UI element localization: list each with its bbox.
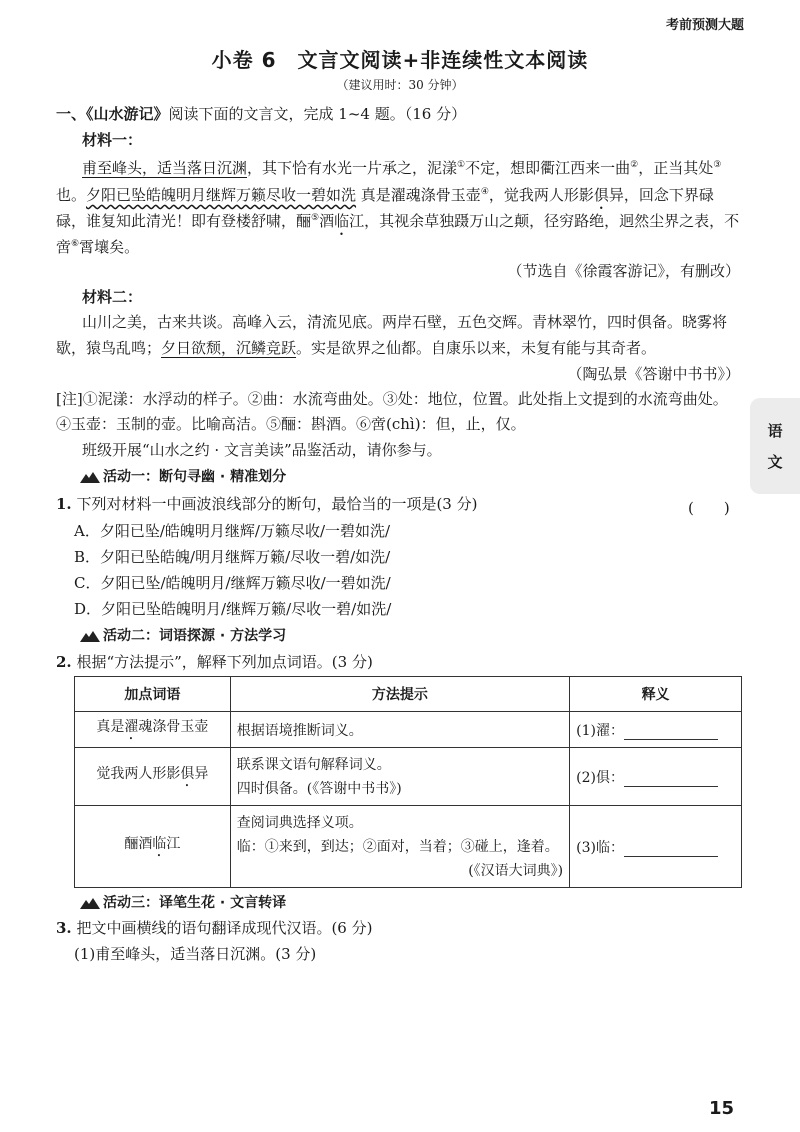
table-header: 方法提示 (230, 677, 569, 712)
material1-label: 材料一： (82, 131, 143, 149)
material1-line3: 碌，谁复知此清光！即有登楼舒啸，酾⑤酒临江，其视余草独蹑万山之颠，径穷路绝，迥然尘界之表，不 (56, 212, 740, 230)
answer-blank[interactable] (624, 725, 718, 740)
page-title: 小卷 6 文言文阅读+非连续性文本阅读 (211, 48, 589, 72)
side-tab-char: 语 (767, 422, 783, 440)
activity3-heading: 活动三：译笔生花 · 文言转译 (80, 893, 286, 913)
material2-line2: 歇，猿鸟乱鸣；夕日欲颓，沉鳞竞跃。实是欲界之仙都。自康乐以来，未复有能与其奇者。 (56, 339, 657, 357)
table-cell-word: 觉我两人形影俱异 (75, 748, 231, 806)
table-row (75, 806, 742, 888)
question-3-sub1: (1)甫至峰头，适当落日沉渊。(3 分) (74, 945, 317, 963)
table-cell-hint: 根据语境推断词义。 (230, 712, 569, 748)
material1-line1: 甫至峰头，适当落日沉渊，其下恰有水光一片承之，泥漾①不定，想即衢江西来一曲②，正当其处③ (82, 159, 722, 177)
material2-source: （陶弘景《答谢中书书》） (567, 365, 740, 383)
header-tag: 考前预测大题 (665, 18, 744, 33)
option-b[interactable]: B．夕阳已坠皓魄/明月继辉万籁/尽收一碧/如洗/ (74, 548, 391, 566)
question-1: 1. 下列对材料一中画波浪线部分的断句，最恰当的一项是(3 分) (56, 495, 478, 513)
option-c[interactable]: C．夕阳已坠/皓魄明月/继辉万籁尽收/一碧如洗/ (74, 574, 391, 592)
table-header: 释义 (570, 677, 742, 712)
table-header-row (75, 677, 742, 712)
intro-text: 班级开展“山水之约 · 文言美读”品鉴活动，请你参与。 (82, 441, 442, 459)
option-a[interactable]: A．夕阳已坠/皓魄明月继辉/万籁尽收/一碧如洗/ (74, 522, 391, 540)
material2-line1: 山川之美，古来共谈。高峰入云，清流见底。两岸石壁，五色交辉。青林翠竹，四时俱备。晓雾将 (82, 313, 728, 331)
table-row (75, 712, 742, 748)
answer-blank[interactable] (624, 842, 718, 857)
side-tab-char: 文 (767, 453, 783, 471)
option-d[interactable]: D．夕阳已坠皓魄明月/继辉万籁/尽收一碧/如洗/ (74, 600, 392, 618)
answer-blank[interactable] (624, 772, 718, 787)
table-cell-hint: 查阅词典选择义项。 临：①来到，到达；②面对，当着；③碰上，逢着。 (《汉语大词典》) (230, 806, 569, 888)
notes-line2: ④玉壶：玉制的壶。比喻高洁。⑤酾：斟酒。⑥啻(chì)：但，止，仅。 (56, 415, 526, 433)
subject-side-tab (750, 398, 800, 494)
material2-label: 材料二： (82, 288, 143, 306)
activity2-heading: 活动二：词语探源 · 方法学习 (80, 626, 286, 646)
table-cell-answer[interactable]: (3)临： (570, 806, 742, 888)
wavy-underlined-text: 夕阳已坠皓魄明月继辉万籁尽收一碧如洗 (86, 186, 357, 204)
table-cell-word: 酾酒临江 (75, 806, 231, 888)
material1-source: （节选自《徐霞客游记》，有删改） (507, 262, 740, 280)
table-cell-answer[interactable]: (2)俱： (570, 748, 742, 806)
material1-line2: 也。夕阳已坠皓魄明月继辉万籁尽收一碧如洗 真是濯魂涤骨玉壶④，觉我两人形影俱异，回念下界碌 (56, 186, 714, 204)
mountain-icon (80, 630, 100, 642)
question-2: 2. 根据“方法提示”，解释下列加点词语。(3 分) (56, 653, 373, 671)
time-hint: （建议用时：30 分钟） (336, 78, 464, 92)
table-header: 加点词语 (75, 677, 231, 712)
mountain-icon (80, 471, 100, 483)
mountain-icon (80, 897, 100, 909)
table-row (75, 748, 742, 806)
section-heading: 一、《山水游记》阅读下面的文言文，完成 1~4 题。（16 分） (56, 105, 467, 123)
word-table (74, 676, 742, 888)
question-3: 3. 把文中画横线的语句翻译成现代汉语。(6 分) (56, 919, 373, 937)
notes-line1: [注]①泥漾：水浮动的样子。②曲：水流弯曲处。③处：地位，位置。此处指上文提到的水流弯曲处。 (56, 390, 728, 408)
activity1-heading: 活动一：断句寻幽 · 精准划分 (80, 467, 286, 487)
table-cell-word: 真是濯魂涤骨玉壶 (75, 712, 231, 748)
material1-line4: 啻⑥霄壤矣。 (56, 238, 140, 256)
table-cell-hint: 联系课文语句解释词义。 四时俱备。(《答谢中书书》) (230, 748, 569, 806)
page-number: 15 (708, 1098, 734, 1119)
table-cell-answer[interactable]: (1)濯： (570, 712, 742, 748)
answer-paren[interactable]: ( ) (688, 499, 730, 517)
